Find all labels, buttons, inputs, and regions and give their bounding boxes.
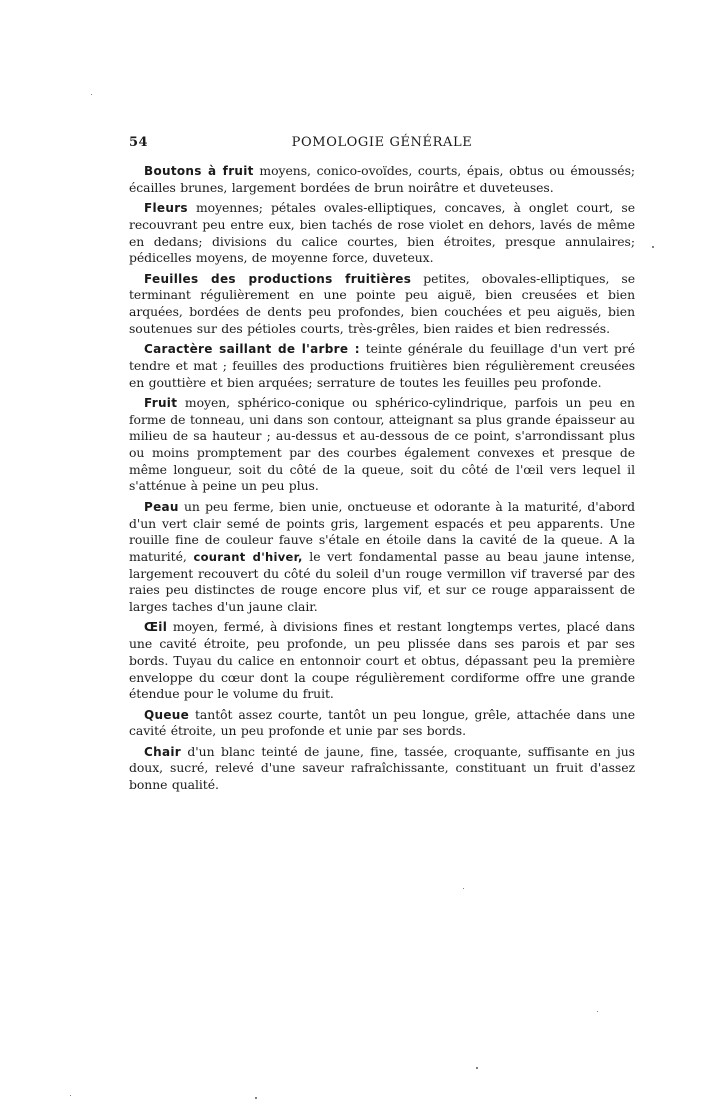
term-heading: Boutons à fruit <box>144 164 254 178</box>
body-text <box>129 163 635 794</box>
term-heading: Chair <box>144 744 181 759</box>
scan-speck <box>652 246 654 248</box>
paragraph-text: moyennes; pétales ovales-elliptiques, concaves, à onglet court, se recouvrant peu entre eux, bien tachés de rose violet en dehors, lavés de même en dedans; divisions du calice courtes, bien étroites, presque annulaires; pédicelles moyens, de moyenne force, duveteux. <box>129 200 635 266</box>
paragraph-text: petites, obovales-elliptiques, se terminant régulièrement en une pointe peu aiguë, bien creusées et bien arquées, bordées de dents peu profondes, bien couchées et peu aiguës, bien soutenues sur des pétioles courts, très-grêles, bien raides et bien redressés. <box>129 270 635 336</box>
paragraph-chair <box>129 744 635 794</box>
scan-speck <box>597 1011 598 1012</box>
paragraph-text: un peu ferme, bien unie, onctueuse et odorante à la maturité, d'abord d'un vert clair semé de points gris, largement espacés et peu apparents. Une rouille fine de couleur fauve s'étale en étoile dans la cavité de la queue. A la maturité, <box>129 498 635 564</box>
inline-term-courant-d-hiver: courant d'hiver, <box>193 549 303 564</box>
term-heading: Œil <box>144 620 168 635</box>
paragraph-oeil <box>129 619 635 703</box>
paragraph-text: moyen, sphérico-conique ou sphérico-cylindrique, parfois un peu en forme de tonneau, uni dans son contour, atteignant sa plus grande épaisseur au milieu de sa hauteur ; au-dessus et au-dessous de ce point, s'arrondissant plus ou moins promptement par des courbes également convexes et presque de même longueur, soit du côté de la queue, soit du côté de l'œil vers lequel il s'atténue à peine un peu plus. <box>129 394 635 494</box>
running-title: POMOLOGIE GÉNÉRALE <box>291 135 473 150</box>
scan-speck <box>255 1097 257 1099</box>
paragraph-caractere <box>129 341 635 391</box>
scan-speck <box>476 1067 478 1069</box>
book-page <box>129 135 635 798</box>
paragraph-feuilles <box>129 271 635 338</box>
page-number: 54 <box>129 135 149 150</box>
term-heading: Fleurs <box>144 201 188 216</box>
term-heading: Peau <box>144 499 179 514</box>
scan-speck <box>70 1095 71 1096</box>
paragraph-text: moyens, conico-ovoïdes, courts, épais, obtus ou émoussés; écailles brunes, largement bordées de brun noirâtre et duveteuses. <box>129 163 636 195</box>
running-head <box>129 135 635 157</box>
paragraph-boutons-a-fruit <box>129 163 635 196</box>
term-heading: Caractère saillant de l'arbre : <box>144 342 360 357</box>
paragraph-text: moyen, fermé, à divisions fines et restant longtemps vertes, placé dans une cavité étroite, peu profonde, un peu plissée dans ses parois et par ses bords. Tuyau du calice en entonnoir court et obtus, dépassant peu la première enveloppe du cœur dont la coupe régulièrement cordiforme offre une grande étendue pour le volume du fruit. <box>129 619 635 702</box>
paragraph-text: d'un blanc teinté de jaune, fine, tassée, croquante, suffisante en jus doux, sucré, relevé d'une saveur rafraîchissante, constituant un fruit d'assez bonne qualité. <box>129 743 635 793</box>
paragraph-text: tantôt assez courte, tantôt un peu longue, grêle, attachée dans une cavité étroite, un peu profonde et unie par ses bords. <box>129 706 635 739</box>
paragraph-text: teinte générale du feuillage d'un vert pré tendre et mat ; feuilles des productions fruitières bien régulièrement creusées en gouttière et bien arquées; serrature de toutes les feuilles peu profonde. <box>129 341 635 390</box>
scan-speck <box>91 94 92 95</box>
paragraph-peau <box>129 499 635 616</box>
term-heading: Fruit <box>144 395 178 410</box>
paragraph-fruit <box>129 395 635 495</box>
paragraph-fleurs <box>129 200 635 267</box>
paragraph-text: le vert fondamental passe au beau jaune intense, largement recouvert du côté du soleil d'un rouge vermillon vif traversé par des raies peu distinctes de rouge encore plus vif, et sur ce rouge apparaissent de larges taches d'un jaune clair. <box>129 548 635 615</box>
term-heading: Queue <box>144 707 190 722</box>
term-heading: Feuilles des productions fruitières <box>144 271 412 286</box>
scan-speck <box>463 888 464 889</box>
paragraph-queue <box>129 707 635 740</box>
